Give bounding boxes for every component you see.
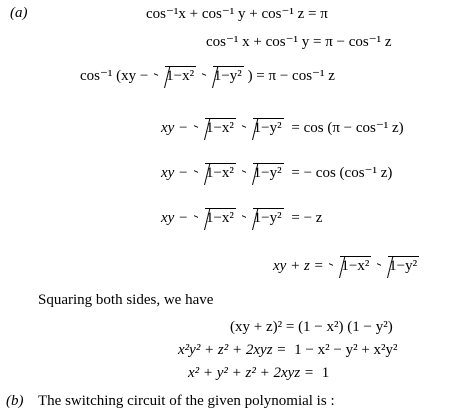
sqrt-sign-icon: [202, 66, 244, 85]
part-a-label: (a): [10, 5, 28, 21]
sqrt-sign-icon: [154, 66, 196, 85]
equation-line-1: cos⁻¹x + cos⁻¹ y + cos⁻¹ z = π: [146, 6, 328, 22]
part-b-text: The switching circuit of the given polynomial is :: [38, 393, 335, 409]
equation-line-3: [80, 66, 335, 85]
eq6-radicand-1: 1−x²: [205, 210, 234, 226]
eq3-radicand-2: 1−y²: [213, 68, 242, 84]
equation-line-5: [161, 163, 396, 182]
eq10-rhs: 1: [321, 365, 330, 381]
eq6-radicand-2: 1−y²: [253, 210, 282, 226]
eq4-lhs: xy −: [161, 120, 189, 136]
equation-line-4: [161, 118, 408, 137]
eq6-lhs: xy −: [161, 210, 189, 226]
sqrt-sign-icon: [329, 256, 371, 275]
sqrt-sign-icon: [242, 163, 284, 182]
squaring-text: Squaring both sides, we have: [38, 292, 214, 308]
equation-line-6: [161, 208, 326, 227]
sqrt-sign-icon: [194, 163, 236, 182]
eq5-radicand-2: 1−y²: [253, 165, 282, 181]
eq3-radicand-1: 1−x²: [166, 68, 195, 84]
equation-line-7: [273, 256, 419, 275]
part-b-label: (b): [6, 393, 24, 409]
eq9-rhs: 1 − x² − y² + x²y²: [294, 342, 398, 358]
eq5-rhs: = − cos (cos⁻¹ z): [291, 165, 393, 181]
equation-line-10: [188, 364, 329, 382]
sqrt-sign-icon: [242, 118, 284, 137]
sqrt-sign-icon: [242, 208, 284, 227]
eq4-rhs: = cos (π − cos⁻¹ z): [291, 120, 404, 136]
eq9-lhs: x²y² + z² + 2xyz =: [178, 342, 287, 358]
sqrt-sign-icon: [194, 118, 236, 137]
sqrt-sign-icon: [194, 208, 236, 227]
equation-line-8: (xy + z)² = (1 − x²) (1 − y²): [230, 319, 393, 335]
eq7-radicand-2: 1−y²: [389, 258, 418, 274]
eq7-radicand-1: 1−x²: [341, 258, 370, 274]
eq5-lhs: xy −: [161, 165, 189, 181]
eq10-lhs: x² + y² + z² + 2xyz =: [188, 365, 315, 381]
equation-line-2: cos⁻¹ x + cos⁻¹ y = π − cos⁻¹ z: [206, 34, 392, 50]
sqrt-sign-icon: [377, 256, 419, 275]
eq7-lhs: xy + z =: [273, 258, 324, 274]
eq4-radicand-1: 1−x²: [205, 120, 234, 136]
eq3-lhs-start: cos⁻¹ (xy −: [80, 68, 149, 84]
eq6-rhs: = − z: [291, 210, 323, 226]
eq5-radicand-1: 1−x²: [205, 165, 234, 181]
eq4-radicand-2: 1−y²: [253, 120, 282, 136]
eq3-rhs: ) = π − cos⁻¹ z: [247, 68, 335, 84]
equation-line-9: [178, 341, 398, 359]
